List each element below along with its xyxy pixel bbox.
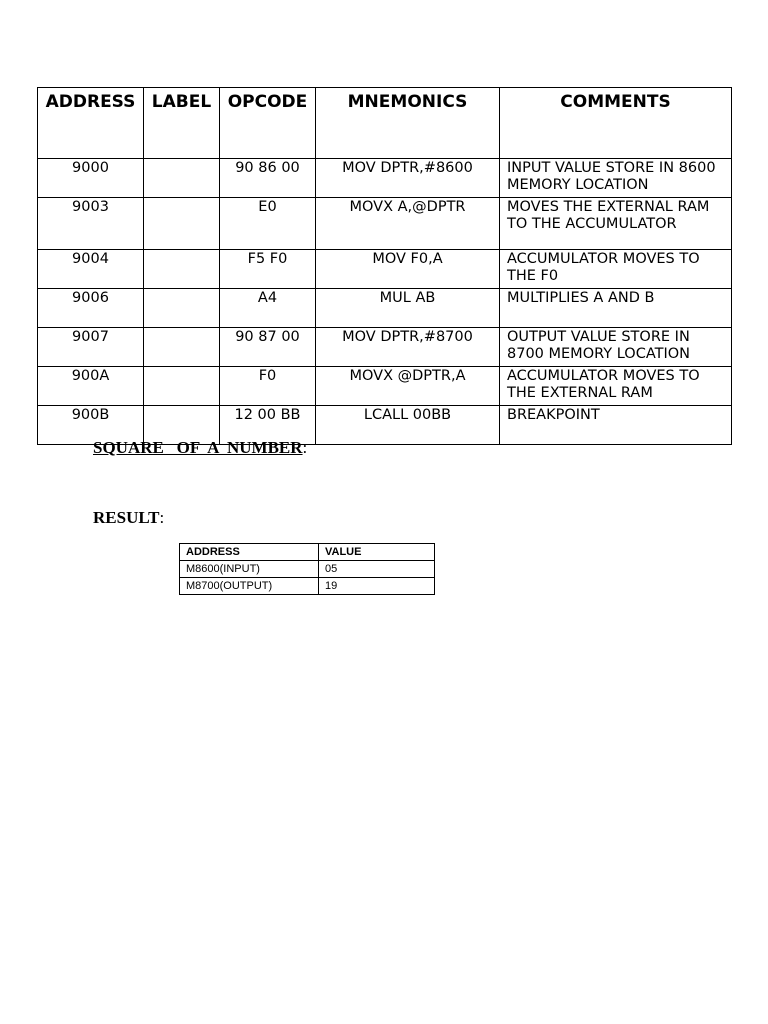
cell-opcode: E0 xyxy=(220,198,316,250)
cell-mnemonic: MOVX A,@DPTR xyxy=(316,198,500,250)
cell-comment: ACCUMULATOR MOVES TO THE F0 xyxy=(500,250,732,289)
table-row xyxy=(38,250,732,289)
cell-comment: BREAKPOINT xyxy=(500,406,732,445)
cell-address: 9007 xyxy=(38,328,144,367)
cell-label xyxy=(144,289,220,328)
result-cell-value: 19 xyxy=(319,578,435,595)
cell-label xyxy=(144,328,220,367)
result-header-value: VALUE xyxy=(319,544,435,561)
cell-comment: ACCUMULATOR MOVES TO THE EXTERNAL RAM xyxy=(500,367,732,406)
result-cell-address: M8600(INPUT) xyxy=(180,561,319,578)
cell-mnemonic: MOV DPTR,#8700 xyxy=(316,328,500,367)
result-heading-colon: : xyxy=(159,508,165,527)
cell-opcode: A4 xyxy=(220,289,316,328)
table-row xyxy=(180,561,435,578)
cell-label xyxy=(144,198,220,250)
header-comments: COMMENTS xyxy=(500,88,732,159)
cell-mnemonic: LCALL 00BB xyxy=(316,406,500,445)
cell-mnemonic: MOV F0,A xyxy=(316,250,500,289)
result-header-address: ADDRESS xyxy=(180,544,319,561)
cell-opcode: 90 86 00 xyxy=(220,159,316,198)
table-row xyxy=(180,578,435,595)
cell-comment: INPUT VALUE STORE IN 8600 MEMORY LOCATION xyxy=(500,159,732,198)
header-label: LABEL xyxy=(144,88,220,159)
table-row xyxy=(38,289,732,328)
header-address: ADDRESS xyxy=(38,88,144,159)
square-heading-text: SQUARE OF A NUMBER xyxy=(93,438,303,457)
table-row xyxy=(38,367,732,406)
table-row xyxy=(38,328,732,367)
header-opcode: OPCODE xyxy=(220,88,316,159)
result-heading-text: RESULT xyxy=(93,508,160,527)
result-table-header-row xyxy=(180,544,435,561)
cell-opcode: 12 00 BB xyxy=(220,406,316,445)
cell-opcode: F0 xyxy=(220,367,316,406)
cell-label xyxy=(144,159,220,198)
table-row xyxy=(38,198,732,250)
cell-label xyxy=(144,250,220,289)
cell-mnemonic: MOVX @DPTR,A xyxy=(316,367,500,406)
program-table xyxy=(37,87,732,445)
cell-opcode: 90 87 00 xyxy=(220,328,316,367)
cell-comment: MULTIPLIES A AND B xyxy=(500,289,732,328)
cell-comment: MOVES THE EXTERNAL RAM TO THE ACCUMULATOR xyxy=(500,198,732,250)
result-table xyxy=(179,543,435,595)
cell-label xyxy=(144,367,220,406)
program-table-header-row xyxy=(38,88,732,159)
cell-comment: OUTPUT VALUE STORE IN 8700 MEMORY LOCATION xyxy=(500,328,732,367)
header-mnemonics: MNEMONICS xyxy=(316,88,500,159)
cell-mnemonic: MOV DPTR,#8600 xyxy=(316,159,500,198)
cell-address: 9000 xyxy=(38,159,144,198)
cell-address: 900A xyxy=(38,367,144,406)
cell-address: 9004 xyxy=(38,250,144,289)
result-cell-address: M8700(OUTPUT) xyxy=(180,578,319,595)
square-heading-colon: : xyxy=(302,438,308,457)
cell-opcode: F5 F0 xyxy=(220,250,316,289)
cell-address: 900B xyxy=(38,406,144,445)
result-heading xyxy=(93,508,164,528)
cell-address: 9003 xyxy=(38,198,144,250)
cell-mnemonic: MUL AB xyxy=(316,289,500,328)
result-cell-value: 05 xyxy=(319,561,435,578)
cell-address: 9006 xyxy=(38,289,144,328)
square-of-a-number-heading xyxy=(93,438,307,458)
table-row xyxy=(38,159,732,198)
